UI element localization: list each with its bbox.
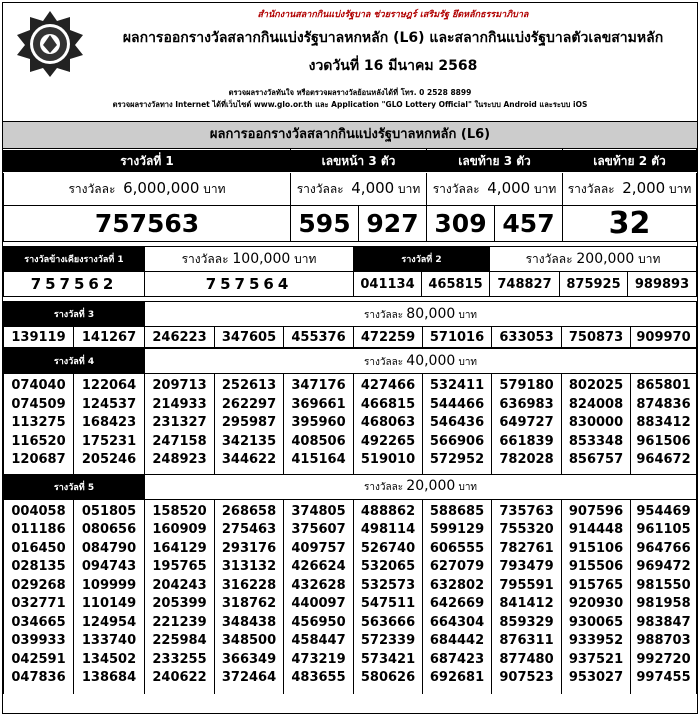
contact-info (3, 87, 697, 111)
prize4-number: 247158 (152, 433, 207, 449)
prize2-amount: รางวัลละ 200,000 บาท (490, 247, 697, 272)
prize4-number: 853348 (568, 433, 624, 449)
header-text (93, 7, 693, 77)
prize5-number: 372464 (221, 670, 277, 685)
prize3-amount: รางวัลละ 80,000 บาท (145, 302, 697, 327)
prize5-number: 426624 (291, 559, 346, 574)
front3-number: 927 (359, 206, 427, 242)
prize5-number: 039933 (11, 633, 66, 648)
near1-amount: รางวัลละ 100,000 บาท (145, 247, 354, 272)
prize5-number: 205399 (152, 596, 207, 611)
prize4-number: 579180 (499, 378, 554, 393)
prize5-number: 366349 (221, 651, 277, 667)
prize5-number: 138684 (81, 670, 137, 685)
prize3-number: 141267 (74, 327, 145, 348)
prize5-number: 573421 (360, 651, 416, 667)
section-title: ผลการออกรางวัลสลากกินแบ่งรัฐบาลหกหลัก (L6) (3, 122, 697, 149)
prize5-number: 992720 (636, 651, 691, 667)
prize4-number: 205246 (81, 452, 137, 467)
prize5-number: 221239 (152, 614, 207, 630)
prize5-number: 953027 (568, 670, 624, 685)
prize5-number: 348500 (221, 633, 277, 648)
prize5-number: 563666 (360, 614, 416, 630)
back2-number: 32 (563, 206, 697, 242)
prize4-number: 865801 (636, 378, 691, 393)
prize5-number: 793479 (499, 559, 554, 574)
prize5-number: 572339 (360, 633, 416, 648)
prize5-number: 011186 (11, 522, 66, 537)
prize5-number: 158520 (152, 503, 207, 519)
prize5-column (354, 499, 423, 694)
prize5-number: 532573 (360, 577, 416, 593)
prize4-number: 824008 (568, 396, 624, 412)
prize5-column (284, 499, 354, 694)
back3-amount: รางวัลละ 4,000 บาท (427, 173, 563, 206)
header (3, 3, 697, 122)
front3-number: 595 (291, 206, 359, 242)
prize5-number: 240622 (152, 670, 207, 685)
prize4-number: 546436 (429, 415, 485, 430)
prize4-number: 466815 (360, 396, 416, 412)
prize5-number: 034665 (11, 614, 66, 630)
prize5-number: 692681 (429, 670, 485, 685)
prize4-number: 295987 (221, 415, 277, 430)
prize4-number: 572952 (429, 452, 485, 467)
prize5-column (562, 499, 631, 694)
prize5-number: 028135 (11, 559, 66, 574)
prize3-number: 571016 (423, 327, 492, 348)
prize5-number: 124954 (81, 614, 137, 630)
prize5-number: 915106 (568, 540, 624, 556)
prize4-number: 120687 (11, 452, 66, 467)
prize5-number: 876311 (499, 633, 554, 648)
prize5-number: 084790 (81, 540, 137, 556)
prize4-number: 883412 (636, 415, 691, 430)
front3-label: เลขหน้า 3 ตัว (291, 150, 427, 173)
prize5-number: 664304 (429, 614, 485, 630)
prize3-number: 246223 (145, 327, 215, 348)
prize5-number: 632802 (429, 577, 485, 593)
prize5-number: 684442 (429, 633, 485, 648)
prize2-number: 465815 (422, 272, 490, 297)
prize4-number: 124537 (81, 396, 137, 412)
prize5-number: 225984 (152, 633, 207, 648)
prize5-number: 988703 (636, 633, 691, 648)
prize5-number: 532065 (360, 559, 416, 574)
prize5-label: รางวัลที่ 5 (4, 474, 145, 499)
prize2-number: 748827 (490, 272, 560, 297)
prize4-number: 344622 (221, 452, 277, 467)
prize3-label: รางวัลที่ 3 (4, 302, 145, 327)
prize5-number: 080656 (81, 522, 137, 537)
prize5-number: 859329 (499, 614, 554, 630)
prize3-number: 909970 (631, 327, 697, 348)
prize4-number: 168423 (81, 415, 137, 430)
prize4-number: 544466 (429, 396, 485, 412)
prize5-number: 933952 (568, 633, 624, 648)
prize5-number: 133740 (81, 633, 137, 648)
back2-label: เลขท้าย 2 ตัว (563, 150, 697, 173)
prize4-number: 262297 (221, 396, 277, 412)
prize4-number: 252613 (221, 378, 277, 393)
prize4-number: 636983 (499, 396, 554, 412)
prize5-number: 907596 (568, 503, 624, 519)
prize5-number: 877480 (499, 651, 554, 667)
prize4-number: 122064 (81, 378, 137, 393)
page-title: ผลการออกรางวัลสลากกินแบ่งรัฐบาลหกหลัก (L6) และสลากกินแบ่งรัฐบาลตัวเลขสามหลัก (122, 30, 664, 46)
prize5-number: 316228 (221, 577, 277, 593)
back2-amount: รางวัลละ 2,000 บาท (563, 173, 697, 206)
prize5-number: 920930 (568, 596, 624, 611)
prize4-number: 347176 (291, 378, 346, 393)
prize5-number: 432628 (291, 577, 346, 593)
prize3-number: 750873 (562, 327, 631, 348)
prize4-column (492, 374, 562, 474)
prize5-number: 109999 (81, 577, 137, 593)
prize4-number: 074509 (11, 396, 66, 412)
prize5-number: 032771 (11, 596, 66, 611)
prize4-number: 369661 (291, 396, 346, 412)
prize5-number: 841412 (499, 596, 554, 611)
prize4-number: 116520 (11, 433, 66, 449)
prize4-number: 209713 (152, 378, 207, 393)
glo-seal-logo (15, 9, 85, 79)
prize5-number: 164129 (152, 540, 207, 556)
prize4-column (284, 374, 354, 474)
prize5-column (4, 499, 74, 694)
prize5-number: 997455 (636, 670, 691, 685)
prize5-number: 687423 (429, 651, 485, 667)
prize4-number: 566906 (429, 433, 485, 449)
near1-label: รางวัลข้างเคียงรางวัลที่ 1 (4, 247, 145, 272)
prize5-number: 440097 (291, 596, 346, 611)
prize5-number: 293176 (221, 540, 277, 556)
prize5-number: 110149 (81, 596, 137, 611)
prize5-number: 937521 (568, 651, 624, 667)
prize4-number: 248923 (152, 452, 207, 467)
prize5-number: 268658 (221, 503, 277, 519)
prize4-column (354, 374, 423, 474)
prize4-number: 342135 (221, 433, 277, 449)
prize3-number: 139119 (4, 327, 74, 348)
prize5-number: 580626 (360, 670, 416, 685)
near1-number: 757564 (145, 272, 354, 297)
prize4-number: 492265 (360, 433, 416, 449)
prize5-number: 374805 (291, 503, 346, 519)
prize4-number: 661839 (499, 433, 554, 449)
prize5-number: 375607 (291, 522, 346, 537)
prize4-number: 415164 (291, 452, 346, 467)
prize4-number: 856757 (568, 452, 624, 467)
prize4-number: 961506 (636, 433, 691, 449)
prize2-number: 989893 (628, 272, 697, 297)
draw-date: งวดวันที่ 16 มีนาคม 2568 (308, 58, 478, 74)
prize4-number: 408506 (291, 433, 346, 449)
prize5-number: 275463 (221, 522, 277, 537)
prize4-column (562, 374, 631, 474)
prize4-number: 782028 (499, 452, 554, 467)
contact-web: ตรวจผลรางวัลทาง Internet ได้ที่เว็บไซต์ www.glo.or.th และ Application "GLO Lottery Official" ในระบบ Android และระบบ iOS (112, 100, 588, 109)
prize1-amount: รางวัลละ 6,000,000 บาท (4, 173, 291, 206)
org-slogan: สำนักงานสลากกินแบ่งรัฐบาล ช่วยราษฎร์ เสริมรัฐ ยึดหลักธรรมาภิบาล (257, 10, 529, 20)
prize5-number: 915765 (568, 577, 624, 593)
prize5-number: 042591 (11, 651, 66, 667)
prize5-number: 983847 (636, 614, 691, 630)
prize5-column (492, 499, 562, 694)
prize5-number: 782761 (499, 540, 554, 556)
prize5-number: 348438 (221, 614, 277, 630)
prize3-number: 347605 (215, 327, 284, 348)
prize4-column (631, 374, 697, 474)
prize5-number: 964766 (636, 540, 691, 556)
prize2-label: รางวัลที่ 2 (354, 247, 490, 272)
prize5-number: 409757 (291, 540, 346, 556)
prize5-number: 094743 (81, 559, 137, 574)
prize5-amount: รางวัลละ 20,000 บาท (145, 474, 697, 499)
prize5-number: 488862 (360, 503, 416, 519)
prize5-column (145, 499, 215, 694)
prize5-number: 642669 (429, 596, 485, 611)
prize5-column (74, 499, 145, 694)
prize5-number: 313132 (221, 559, 277, 574)
prize5-number: 915506 (568, 559, 624, 574)
prize5-number: 954469 (636, 503, 691, 519)
prize5-number: 483655 (291, 670, 346, 685)
prize5-number: 755320 (499, 522, 554, 537)
prize5-number: 051805 (81, 503, 137, 519)
prize5-number: 004058 (11, 503, 66, 519)
prize2-number: 875925 (560, 272, 628, 297)
prize4-number: 175231 (81, 433, 137, 449)
contact-phone: ตรวจผลรางวัลทันใจ หรือตรวจผลรางวัลย้อนหลังได้ที่ โทร. 0 2528 8899 (228, 88, 472, 97)
prize4-number: 214933 (152, 396, 207, 412)
prize5-number: 606555 (429, 540, 485, 556)
prize4-number: 649727 (499, 415, 554, 430)
prize5-number: 029268 (11, 577, 66, 593)
prize4-number: 468063 (360, 415, 416, 430)
prize4-column (215, 374, 284, 474)
prize5-number: 233255 (152, 651, 207, 667)
prize5-number: 914448 (568, 522, 624, 537)
prize4-amount: รางวัลละ 40,000 บาท (145, 349, 697, 374)
prize4-column (74, 374, 145, 474)
prize2-number: 041134 (354, 272, 422, 297)
prize5-number: 498114 (360, 522, 416, 537)
prize5-number: 599129 (429, 522, 485, 537)
back3-label: เลขท้าย 3 ตัว (427, 150, 563, 173)
prize4-number: 074040 (11, 378, 66, 393)
prize5-number: 969472 (636, 559, 691, 574)
top-prizes-table (3, 149, 697, 242)
prize3-number: 633053 (492, 327, 562, 348)
prize5-number: 195765 (152, 559, 207, 574)
back3-number: 457 (495, 206, 563, 242)
front3-amount: รางวัลละ 4,000 บาท (291, 173, 427, 206)
prize4-table (3, 348, 697, 474)
prize3-table (3, 301, 697, 348)
prize5-number: 016450 (11, 540, 66, 556)
prize5-number: 961105 (636, 522, 691, 537)
prize4-number: 532411 (429, 378, 485, 393)
prize3-number: 472259 (354, 327, 423, 348)
prize5-number: 627079 (429, 559, 485, 574)
prize4-number: 874836 (636, 396, 691, 412)
prize4-number: 964672 (636, 452, 691, 467)
prize4-number: 113275 (11, 415, 66, 430)
prize4-column (145, 374, 215, 474)
prize4-number: 830000 (568, 415, 624, 430)
prize5-number: 981550 (636, 577, 691, 593)
back3-number: 309 (427, 206, 495, 242)
near1-prize2-table (3, 246, 697, 297)
prize5-number: 795591 (499, 577, 554, 593)
prize5-number: 588685 (429, 503, 485, 519)
prize5-number: 318762 (221, 596, 277, 611)
prize4-number: 395960 (291, 415, 346, 430)
prize5-number: 907523 (499, 670, 554, 685)
prize4-number: 427466 (360, 378, 416, 393)
prize4-number: 231327 (152, 415, 207, 430)
prize1-number: 757563 (4, 206, 291, 242)
lottery-result-sheet (2, 2, 698, 714)
prize1-label: รางวัลที่ 1 (4, 150, 291, 173)
prize5-number: 981958 (636, 596, 691, 611)
prize5-number: 047836 (11, 670, 66, 685)
prize5-column (423, 499, 492, 694)
prize5-number: 456950 (291, 614, 346, 630)
prize4-column (423, 374, 492, 474)
prize5-number: 547511 (360, 596, 416, 611)
prize5-number: 458447 (291, 633, 346, 648)
near1-number: 757562 (4, 272, 145, 297)
prize5-number: 735763 (499, 503, 554, 519)
prize3-number: 455376 (284, 327, 354, 348)
prize5-number: 526740 (360, 540, 416, 556)
prize4-column (4, 374, 74, 474)
prize5-number: 160909 (152, 522, 207, 537)
prize5-number: 930065 (568, 614, 624, 630)
prize5-number: 473219 (291, 651, 346, 667)
prize5-column (631, 499, 697, 694)
prize4-number: 802025 (568, 378, 624, 393)
prize5-column (215, 499, 284, 694)
prize4-label: รางวัลที่ 4 (4, 349, 145, 374)
prize4-number: 519010 (360, 452, 416, 467)
prize5-number: 204243 (152, 577, 207, 593)
prize5-number: 134502 (81, 651, 137, 667)
prize5-table (3, 474, 697, 695)
